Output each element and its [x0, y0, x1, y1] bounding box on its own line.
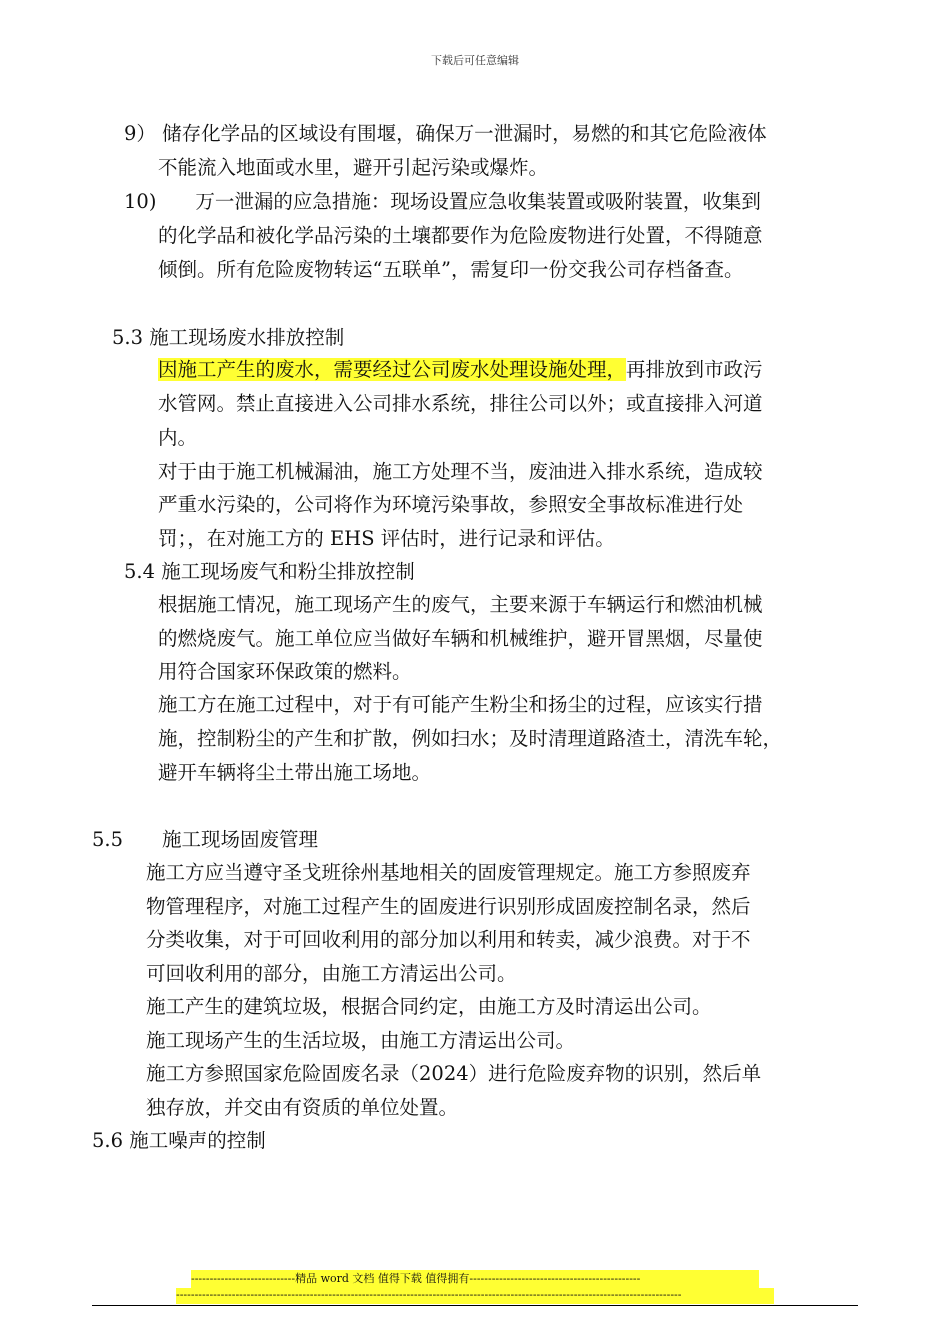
text-line: 施，控制粉尘的产生和扩散，例如扫水；及时清理道路渣土，清洗车轮， [158, 727, 783, 750]
text-line: 施工产生的建筑垃圾，根据合同约定，由施工方及时清运出公司。 [146, 995, 712, 1018]
text-line: 根据施工情况，施工现场产生的废气，主要来源于车辆运行和燃油机械 [158, 593, 763, 616]
text-line: 的化学品和被化学品污染的土壤都要作为危险废物进行处置，不得随意 [158, 224, 763, 247]
text-line: 内。 [158, 426, 198, 449]
text-span: 再排放到市政污 [626, 358, 763, 381]
text-line: 用符合国家环保政策的燃料。 [158, 660, 412, 683]
highlighted-text: 因施工产生的废水，需要经过公司废水处理设施处理， [158, 358, 627, 381]
footer-dashes: ---------------------------------------------------------------------------------------------------------------------------------------- [176, 1288, 774, 1304]
text-line: 严重水污染的，公司将作为环境污染事故，参照安全事故标准进行处 [158, 493, 744, 516]
text-line: 施工方在施工过程中，对于有可能产生粉尘和扬尘的过程，应该实行措 [158, 693, 763, 716]
text-line: 10) 万一泄漏的应急措施：现场设置应急收集装置或吸附装置，收集到 [124, 190, 761, 213]
footer-rule [92, 1305, 858, 1306]
text-line: 水管网。禁止直接进入公司排水系统，排往公司以外；或直接排入河道 [158, 392, 763, 415]
footer-banner: ----------------------------精品 word 文档 值得下载 值得拥有---------------------------------------------- [191, 1270, 759, 1288]
section-heading-5-5: 5.5 施工现场固废管理 [92, 828, 319, 851]
text-line: 9） 储存化学品的区域设有围堰，确保万一泄漏时，易燃的和其它危险液体 [124, 122, 767, 145]
section-heading-5-3: 5.3 施工现场废水排放控制 [112, 326, 345, 349]
text-line: 施工现场产生的生活垃圾，由施工方清运出公司。 [146, 1029, 576, 1052]
text-line: 的燃烧废气。施工单位应当做好车辆和机械维护，避开冒黑烟，尽量使 [158, 627, 763, 650]
text-line: 不能流入地面或水里，避开引起污染或爆炸。 [158, 156, 549, 179]
text-line: 罚；，在对施工方的 EHS 评估时，进行记录和评估。 [158, 527, 615, 550]
text-line: 施工方参照国家危险固废名录（2024）进行危险废弃物的识别，然后单 [146, 1062, 762, 1085]
text-line: 可回收利用的部分，由施工方清运出公司。 [146, 962, 517, 985]
page-header: 下载后可任意编辑 [431, 54, 519, 67]
text-line-highlighted [158, 357, 763, 383]
section-heading-5-6: 5.6 施工噪声的控制 [92, 1129, 266, 1152]
text-line: 独存放，并交由有资质的单位处置。 [146, 1096, 459, 1119]
text-line: 对于由于施工机械漏油，施工方处理不当，废油进入排水系统，造成较 [158, 460, 763, 483]
text-line: 避开车辆将尘土带出施工场地。 [158, 761, 432, 784]
text-line: 倾倒。所有危险废物转运“五联单”，需复印一份交我公司存档备查。 [158, 258, 744, 281]
text-line: 分类收集，对于可回收利用的部分加以利用和转卖，减少浪费。对于不 [146, 928, 751, 951]
text-line: 物管理程序，对施工过程产生的固废进行识别形成固废控制名录，然后 [146, 895, 751, 918]
text-line: 施工方应当遵守圣戈班徐州基地相关的固废管理规定。施工方参照废弃 [146, 861, 751, 884]
section-heading-5-4: 5.4 施工现场废气和粉尘排放控制 [124, 560, 415, 583]
